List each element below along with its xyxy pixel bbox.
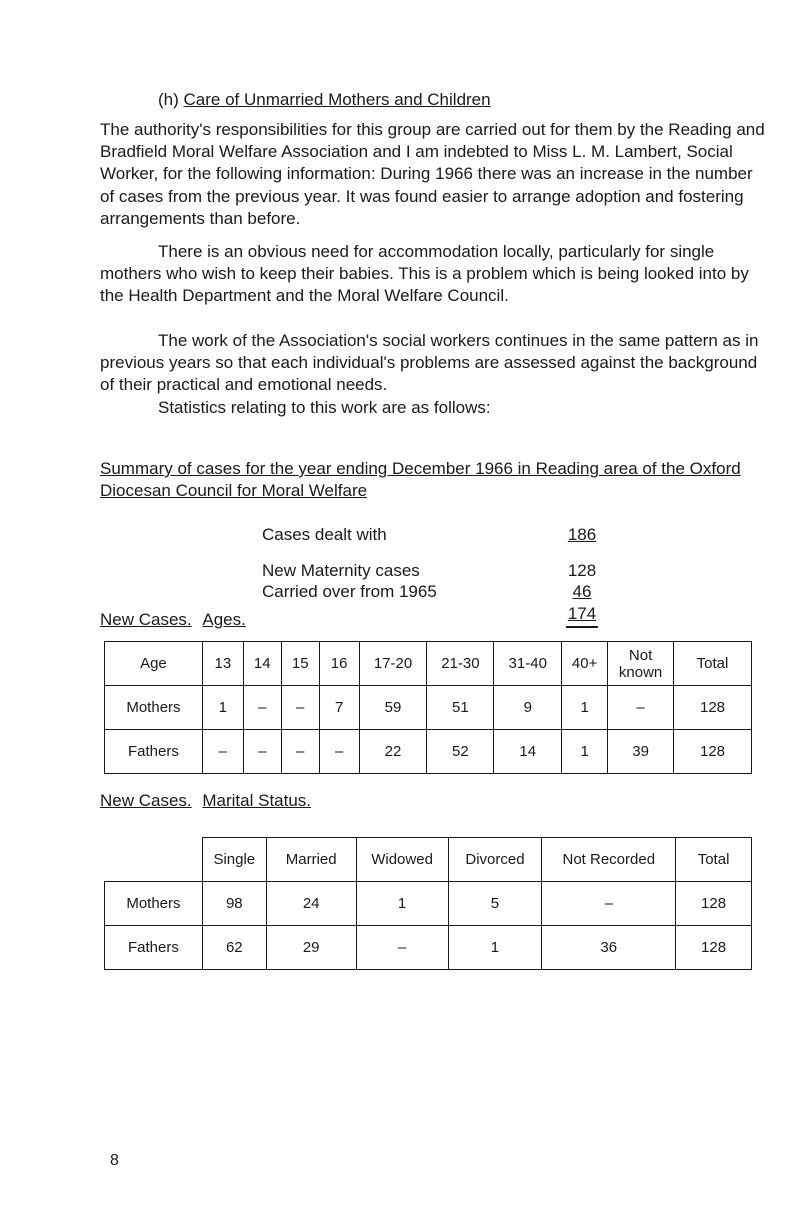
ages-header-cell: 40+ — [562, 642, 608, 686]
marital-row-mothers — [105, 882, 752, 926]
marital-data-cell: 1 — [448, 926, 542, 970]
ages-heading-b: Ages. — [202, 610, 246, 629]
ages-data-cell: – — [243, 686, 281, 730]
ages-data-cell: 1 — [562, 730, 608, 774]
ages-data-cell: 39 — [608, 730, 674, 774]
ages-data-cell: – — [243, 730, 281, 774]
ages-data-cell: – — [319, 730, 359, 774]
marital-table — [104, 837, 752, 970]
marital-data-cell: 1 — [356, 882, 448, 926]
ages-data-cell: 1 — [202, 686, 243, 730]
summary-title: Summary of cases for the year ending December 1966 in Reading area of the Oxford Diocesan Council for Moral Welfare — [100, 459, 741, 500]
section-prefix: (h) — [158, 90, 179, 109]
paragraph-3: The work of the Association's social workers continues in the same pattern as in previous years so that each individual's problems are assessed against the background of their practical and emotional needs. — [100, 331, 759, 395]
ages-header-row — [105, 642, 752, 686]
total-value: 174 — [567, 604, 597, 623]
ages-data-cell: 1 — [562, 686, 608, 730]
marital-data-cell: 36 — [542, 926, 676, 970]
ages-data-cell: 51 — [427, 686, 494, 730]
marital-corner-cell — [105, 838, 203, 882]
row-label-cell: Fathers — [105, 926, 203, 970]
ages-header-cell: 14 — [243, 642, 281, 686]
ages-table — [104, 641, 752, 774]
paragraph-4: Statistics relating to this work are as follows: — [158, 398, 491, 417]
carried-over-label: Carried over from 1965 — [262, 582, 437, 601]
double-underline — [566, 626, 598, 628]
marital-header-cell: Married — [266, 838, 356, 882]
ages-row-fathers — [105, 730, 752, 774]
marital-data-cell: – — [356, 926, 448, 970]
ages-header-cell: Not known — [608, 642, 674, 686]
ages-data-cell: 7 — [319, 686, 359, 730]
ages-data-cell: 59 — [359, 686, 427, 730]
ages-data-cell: – — [281, 730, 319, 774]
marital-data-cell: 62 — [202, 926, 266, 970]
ages-data-cell: – — [281, 686, 319, 730]
marital-data-cell: 29 — [266, 926, 356, 970]
ages-data-cell: – — [202, 730, 243, 774]
ages-heading — [100, 610, 246, 630]
cases-dealt-value: 186 — [567, 525, 597, 544]
ages-header-cell: Age — [105, 642, 203, 686]
ages-data-cell: 128 — [674, 730, 752, 774]
marital-data-cell: 5 — [448, 882, 542, 926]
new-maternity-value: 128 — [567, 561, 597, 580]
ages-data-cell: – — [608, 686, 674, 730]
section-title: Care of Unmarried Mothers and Children — [183, 90, 491, 109]
marital-heading — [100, 791, 311, 811]
ages-data-cell: 52 — [427, 730, 494, 774]
marital-heading-b: Marital Status. — [202, 791, 312, 810]
row-label-cell: Mothers — [105, 882, 203, 926]
ages-header-cell: 21-30 — [427, 642, 494, 686]
marital-header-cell: Widowed — [356, 838, 448, 882]
marital-data-cell: 128 — [676, 926, 752, 970]
marital-header-cell: Single — [202, 838, 266, 882]
marital-data-cell: 98 — [202, 882, 266, 926]
ages-header-cell: 16 — [319, 642, 359, 686]
ages-data-cell: 22 — [359, 730, 427, 774]
marital-header-cell: Divorced — [448, 838, 542, 882]
paragraph-2: There is an obvious need for accommodation locally, particularly for single mothers who wish to keep their babies. This is a problem which is being looked into by the Health Department and the Moral Welfare Council. — [100, 242, 749, 306]
ages-heading-a: New Cases. — [100, 610, 192, 629]
row-label-cell: Fathers — [105, 730, 203, 774]
ages-header-cell: 13 — [202, 642, 243, 686]
cases-dealt-label: Cases dealt with — [262, 525, 387, 544]
ages-header-cell: 31-40 — [494, 642, 562, 686]
marital-row-fathers — [105, 926, 752, 970]
marital-data-cell: – — [542, 882, 676, 926]
marital-header-row — [105, 838, 752, 882]
ages-header-cell: 15 — [281, 642, 319, 686]
row-label-cell: Mothers — [105, 686, 203, 730]
ages-data-cell: 9 — [494, 686, 562, 730]
new-maternity-label: New Maternity cases — [262, 561, 420, 580]
ages-data-cell: 14 — [494, 730, 562, 774]
page-number: 8 — [110, 1152, 119, 1169]
section-heading — [158, 90, 491, 110]
ages-header-cell: Total — [674, 642, 752, 686]
marital-data-cell: 128 — [676, 882, 752, 926]
marital-header-cell: Total — [676, 838, 752, 882]
marital-header-cell: Not Recorded — [542, 838, 676, 882]
ages-data-cell: 128 — [674, 686, 752, 730]
marital-heading-a: New Cases. — [100, 791, 192, 810]
paragraph-1: The authority's responsibilities for this group are carried out for them by the Reading and Bradfield Moral Welfare Association and I am indebted to Miss L. M. Lambert, Social Worker, for the following information: During 1966 there was an increase in the number of cases from the previous year. It was found easier to arrange adoption and fostering arrangements than before. — [100, 120, 765, 228]
carried-over-value: 46 — [572, 582, 592, 601]
ages-header-cell: 17-20 — [359, 642, 427, 686]
marital-data-cell: 24 — [266, 882, 356, 926]
ages-row-mothers — [105, 686, 752, 730]
